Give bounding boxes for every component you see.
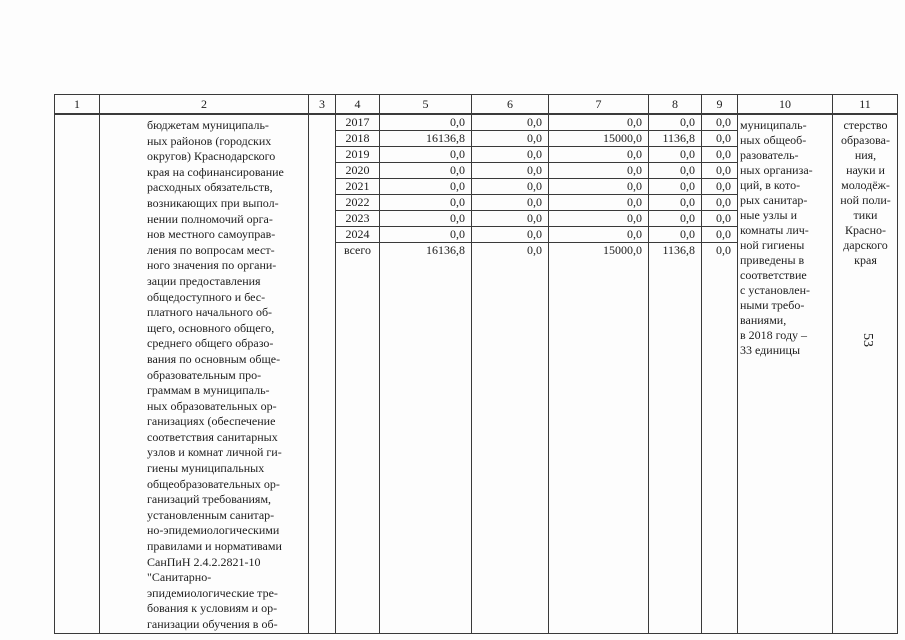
table-row bbox=[472, 179, 548, 195]
value-cell: 0,0 bbox=[702, 179, 737, 195]
header-row bbox=[55, 95, 898, 115]
regional-budget-list bbox=[549, 115, 648, 258]
value-cell: 1136,8 bbox=[649, 131, 701, 147]
table-row bbox=[702, 179, 737, 195]
table-row bbox=[549, 115, 648, 131]
value-cell: 0,0 bbox=[702, 163, 737, 179]
table-row bbox=[702, 211, 737, 227]
value-cell: 0,0 bbox=[549, 179, 648, 195]
value-cell: 0,0 bbox=[649, 115, 701, 131]
table-row bbox=[702, 147, 737, 163]
value-cell: 0,0 bbox=[472, 195, 548, 211]
value-cell: 0,0 bbox=[549, 163, 648, 179]
value-cell: 0,0 bbox=[649, 179, 701, 195]
years-cell bbox=[336, 114, 380, 633]
value-cell: 0,0 bbox=[702, 131, 737, 147]
table-row bbox=[649, 131, 701, 147]
executor-text: стерство образова- ния, науки и молодёж- ной поли- тики Красно- дарского края bbox=[840, 118, 891, 267]
value-cell: 0,0 bbox=[380, 163, 471, 179]
value-cell: 0,0 bbox=[549, 115, 648, 131]
value-cell: 0,0 bbox=[649, 227, 701, 243]
page-number: 53 bbox=[860, 333, 875, 347]
local-budget-cell bbox=[649, 114, 702, 633]
value-cell: 0,0 bbox=[380, 211, 471, 227]
table-row bbox=[336, 195, 379, 211]
value-cell: 0,0 bbox=[380, 115, 471, 131]
value-cell: 0,0 bbox=[649, 163, 701, 179]
value-cell: 0,0 bbox=[649, 195, 701, 211]
header-cell-1: 1 bbox=[55, 95, 100, 115]
description-cell bbox=[100, 114, 309, 633]
header-cell-6: 6 bbox=[472, 95, 549, 115]
table-row bbox=[549, 227, 648, 243]
table-row bbox=[549, 147, 648, 163]
table-row bbox=[336, 163, 379, 179]
table-row bbox=[649, 179, 701, 195]
table-row bbox=[649, 163, 701, 179]
table-row bbox=[380, 227, 471, 243]
value-cell: 0,0 bbox=[702, 195, 737, 211]
table-row bbox=[702, 243, 737, 259]
value-cell: 0,0 bbox=[472, 179, 548, 195]
value-cell: 0,0 bbox=[472, 147, 548, 163]
table-row bbox=[649, 195, 701, 211]
table-row bbox=[380, 195, 471, 211]
value-cell: 0,0 bbox=[380, 179, 471, 195]
year-cell: 2022 bbox=[336, 195, 379, 211]
value-cell: 1136,8 bbox=[662, 243, 695, 257]
table-row bbox=[336, 147, 379, 163]
value-cell: 0,0 bbox=[472, 163, 548, 179]
header-cell-11: 11 bbox=[833, 95, 898, 115]
table-row bbox=[549, 211, 648, 227]
table-row bbox=[380, 179, 471, 195]
value-cell: 0,0 bbox=[527, 243, 542, 257]
table-row bbox=[380, 163, 471, 179]
value-cell: 0,0 bbox=[549, 195, 648, 211]
table-row bbox=[336, 179, 379, 195]
value-cell: 0,0 bbox=[380, 147, 471, 163]
value-cell: 0,0 bbox=[702, 147, 737, 163]
table-row bbox=[336, 227, 379, 243]
value-cell: 0,0 bbox=[472, 131, 548, 147]
header-cell-2: 2 bbox=[100, 95, 309, 115]
table-row bbox=[702, 195, 737, 211]
table-row bbox=[472, 131, 548, 147]
header-cell-4: 4 bbox=[336, 95, 380, 115]
value-cell: 0,0 bbox=[702, 211, 737, 227]
value-cell: 0,0 bbox=[549, 147, 648, 163]
other-sources-cell bbox=[702, 114, 738, 633]
empty-cell-1 bbox=[55, 114, 100, 633]
value-cell: 0,0 bbox=[702, 227, 737, 243]
table-row bbox=[549, 163, 648, 179]
value-cell: 15000,0 bbox=[549, 131, 648, 147]
value-cell: 0,0 bbox=[649, 211, 701, 227]
table-row bbox=[472, 211, 548, 227]
value-cell: 0,0 bbox=[549, 211, 648, 227]
value-cell: 0,0 bbox=[549, 227, 648, 243]
year-cell: 2021 bbox=[336, 179, 379, 195]
table-row bbox=[380, 211, 471, 227]
table-row bbox=[472, 147, 548, 163]
table-row bbox=[336, 131, 379, 147]
table-row bbox=[336, 211, 379, 227]
executor-cell bbox=[833, 114, 898, 633]
year-cell: 2019 bbox=[336, 147, 379, 163]
description-text: бюджетам муниципаль- ных районов (городских округов) Краснодарского края на софинансирование расходных обязательств, возникающих при выпол- нении полномочий орга- нов местного самоупрaв- ления по вопросам мест- ного значения по органи- зации предоставления общедоступного и бес- платного начального об- щего, основного общего, среднего общего образо- вания по основным обще- образовательным про- граммам в муниципаль- ных образовательных ор- ганизациях (обеспечение соответствия санитарных узлов и комнат личной ги- гиены муниципальных общеобразовательных ор- ганизаций требованиям, установленным санитар- но-эпидемиологическими правилами и нормативами СанПиН 2.4.2.2821-10 "Санитарно- эпидемиологические тре- бования к условиям и ор- ганизации обучения в об- bbox=[147, 118, 284, 631]
header-cell-8: 8 bbox=[649, 95, 702, 115]
table-row bbox=[702, 227, 737, 243]
table-row bbox=[549, 195, 648, 211]
table-row bbox=[472, 163, 548, 179]
header-cell-9: 9 bbox=[702, 95, 738, 115]
result-text: муниципаль- ных общеоб- разователь- ных организа- ций, в кото- рых санитар- ные узлы и комнаты лич- ной гигиены приведены в соответствие с установлен- ными требо- ваниями, в 2018 году – 33 единицы bbox=[740, 118, 813, 357]
table-row bbox=[472, 243, 548, 259]
empty-cell-3 bbox=[309, 114, 336, 633]
table-row bbox=[649, 115, 701, 131]
table-row bbox=[702, 131, 737, 147]
header-cell-10: 10 bbox=[738, 95, 833, 115]
table-row bbox=[336, 243, 379, 259]
value-cell: 0,0 bbox=[472, 211, 548, 227]
year-cell: 2018 bbox=[336, 131, 379, 147]
value-cell: 16136,8 bbox=[426, 243, 465, 257]
table-row bbox=[549, 179, 648, 195]
table-row bbox=[649, 243, 701, 259]
value-cell: 16136,8 bbox=[380, 131, 471, 147]
value-cell: 0,0 bbox=[716, 243, 731, 257]
table-row bbox=[472, 115, 548, 131]
year-cell: 2020 bbox=[336, 163, 379, 179]
table-row bbox=[336, 115, 379, 131]
total-amount-cell bbox=[380, 114, 472, 633]
table-row bbox=[549, 131, 648, 147]
table-row bbox=[472, 227, 548, 243]
body-row bbox=[55, 114, 898, 633]
years-list bbox=[336, 115, 379, 258]
table-row bbox=[380, 115, 471, 131]
year-cell: 2017 bbox=[336, 115, 379, 131]
table-row bbox=[472, 195, 548, 211]
federal-budget-list bbox=[472, 115, 548, 258]
value-cell: 0,0 bbox=[649, 147, 701, 163]
value-cell: 0,0 bbox=[380, 227, 471, 243]
value-cell: 0,0 bbox=[702, 115, 737, 131]
value-cell: 0,0 bbox=[380, 195, 471, 211]
table-row bbox=[649, 211, 701, 227]
federal-budget-cell bbox=[472, 114, 549, 633]
table-row bbox=[702, 163, 737, 179]
total-amount-list bbox=[380, 115, 471, 258]
header-cell-7: 7 bbox=[549, 95, 649, 115]
other-sources-list bbox=[702, 115, 737, 258]
table-row bbox=[380, 147, 471, 163]
value-cell: 0,0 bbox=[472, 227, 548, 243]
regional-budget-cell bbox=[549, 114, 649, 633]
value-cell: 0,0 bbox=[472, 115, 548, 131]
program-table bbox=[54, 94, 898, 634]
value-cell: 15000,0 bbox=[603, 243, 642, 257]
result-cell bbox=[738, 114, 833, 633]
table-row bbox=[702, 115, 737, 131]
table-row bbox=[649, 227, 701, 243]
year-cell: всего bbox=[343, 243, 372, 257]
header-cell-5: 5 bbox=[380, 95, 472, 115]
header-cell-3: 3 bbox=[309, 95, 336, 115]
table-row bbox=[380, 131, 471, 147]
table-row bbox=[549, 243, 648, 259]
local-budget-list bbox=[649, 115, 701, 258]
table-row bbox=[649, 147, 701, 163]
table-row bbox=[380, 243, 471, 259]
year-cell: 2024 bbox=[336, 227, 379, 243]
year-cell: 2023 bbox=[336, 211, 379, 227]
